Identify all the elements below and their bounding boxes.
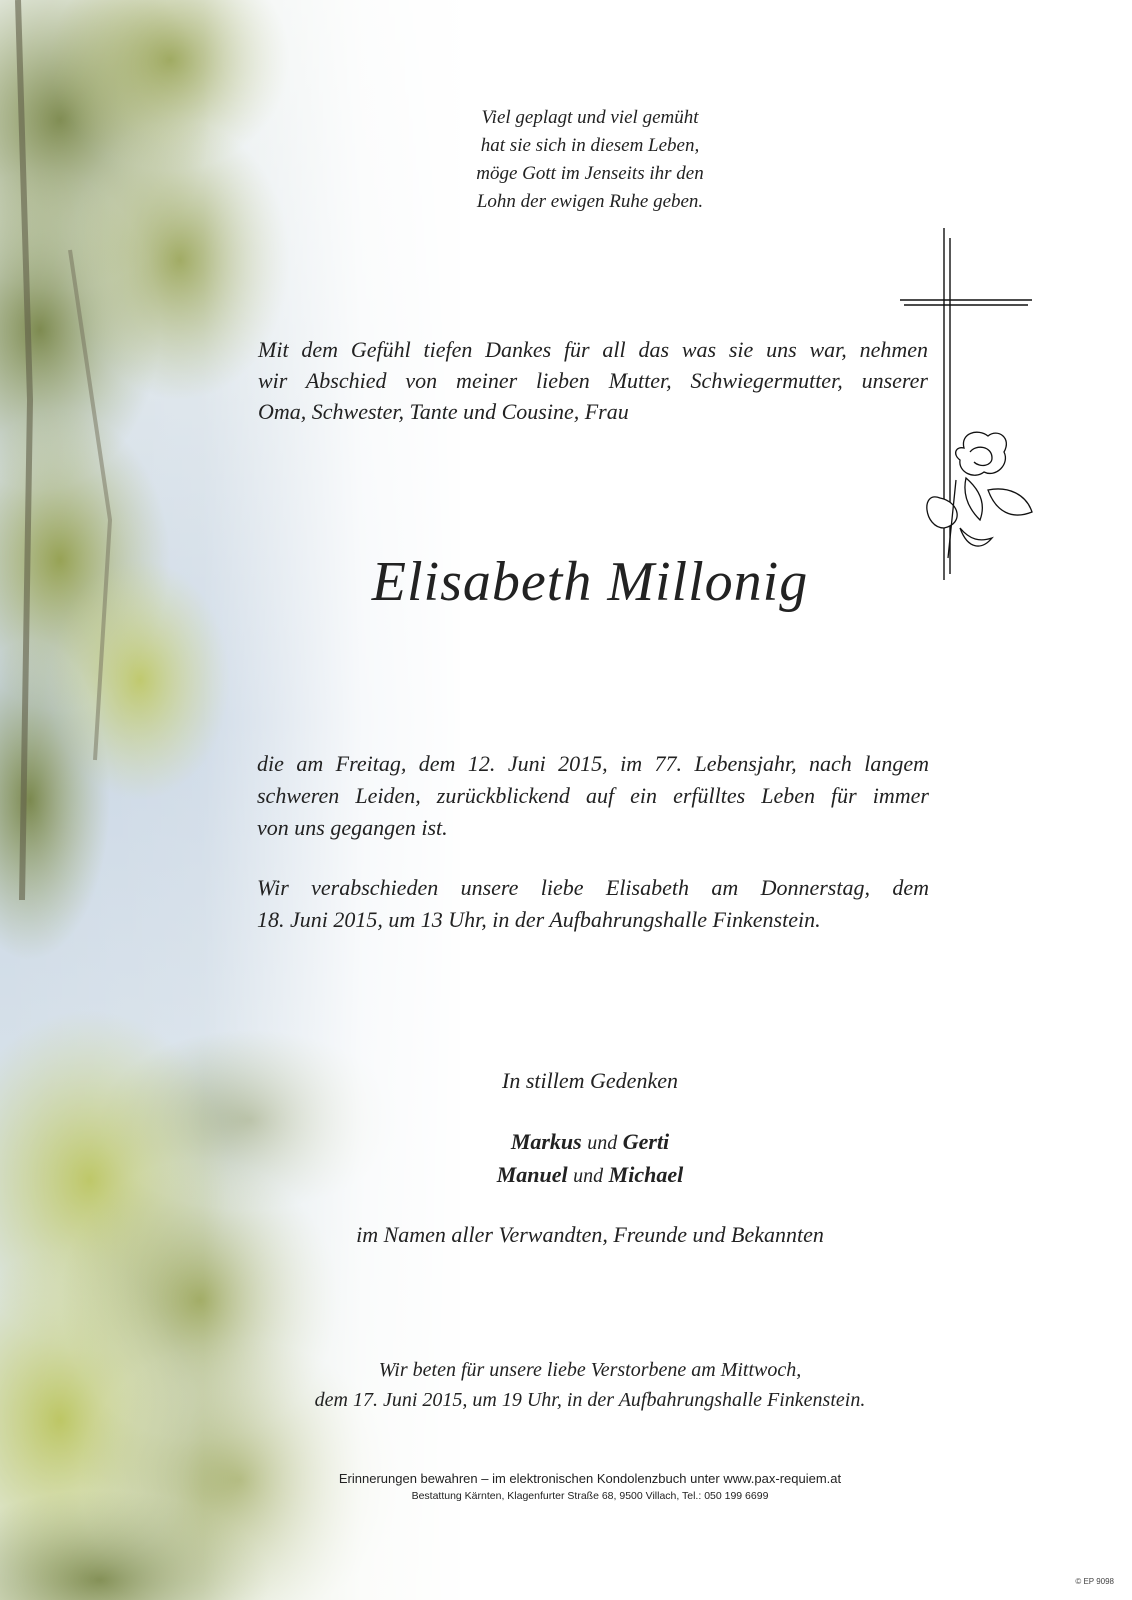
footer xyxy=(280,1470,900,1504)
death-notice-line: die am Freitag, dem 12. Juni 2015, im 77. Lebensjahr, nach langem xyxy=(257,751,929,776)
mourner-pair xyxy=(280,1159,900,1192)
prayer-line: dem 17. Juni 2015, um 19 Uhr, in der Aufbahrungshalle Finkenstein. xyxy=(314,1389,866,1411)
poem-line: hat sie sich in diesem Leben, xyxy=(480,135,700,156)
memory-heading: In stillem Gedenken xyxy=(502,1068,678,1093)
mourner-name: Gerti xyxy=(622,1129,670,1154)
mourner-name: Markus xyxy=(510,1129,582,1154)
mourner-name: Michael xyxy=(608,1162,684,1187)
intro-line: Oma, Schwester, Tante und Cousine, Frau xyxy=(258,399,629,424)
poem-line: möge Gott im Jenseits ihr den xyxy=(476,163,704,184)
mourner-joiner: und xyxy=(587,1132,618,1154)
death-notice-line: von uns gegangen ist. xyxy=(257,815,448,840)
print-code: © EP 9098 xyxy=(1075,1577,1114,1586)
footer-address-line: Bestattung Kärnten, Klagenfurter Straße 68, 9500 Villach, Tel.: 050 199 6699 xyxy=(411,1490,769,1502)
footer-condolence-line: Erinnerungen bewahren – im elektronischen Kondolenzbuch unter www.pax-requiem.at xyxy=(338,1471,842,1486)
farewell-paragraph xyxy=(257,872,929,936)
death-notice-line: schweren Leiden, zurückblickend auf ein erfülltes Leben für immer xyxy=(257,783,929,808)
poem-line: Viel geplagt und viel gemüht xyxy=(481,107,699,128)
intro-line: Mit dem Gefühl tiefen Dankes für all das was sie uns war, nehmen xyxy=(258,337,928,362)
death-notice-paragraph xyxy=(257,748,929,844)
intro-paragraph xyxy=(258,334,928,427)
mourners-list xyxy=(280,1126,900,1192)
poem-block xyxy=(380,104,800,216)
intro-line: wir Abschied von meiner lieben Mutter, Schwiegermutter, unserer xyxy=(258,368,928,393)
mourner-joiner: und xyxy=(573,1165,604,1187)
mourner-name: Manuel xyxy=(496,1162,568,1187)
mourner-pair xyxy=(280,1126,900,1159)
deceased-name: Elisabeth Millonig xyxy=(371,551,809,613)
poem-line: Lohn der ewigen Ruhe geben. xyxy=(476,191,704,212)
relatives-line: im Namen aller Verwandten, Freunde und Bekannten xyxy=(356,1222,824,1247)
prayer-line: Wir beten für unsere liebe Verstorbene am Mittwoch, xyxy=(378,1359,802,1381)
prayer-notice xyxy=(280,1355,900,1415)
farewell-line: Wir verabschieden unsere liebe Elisabeth am Donnerstag, dem xyxy=(257,875,929,900)
farewell-line: 18. Juni 2015, um 13 Uhr, in der Aufbahrungshalle Finkenstein. xyxy=(257,907,821,932)
